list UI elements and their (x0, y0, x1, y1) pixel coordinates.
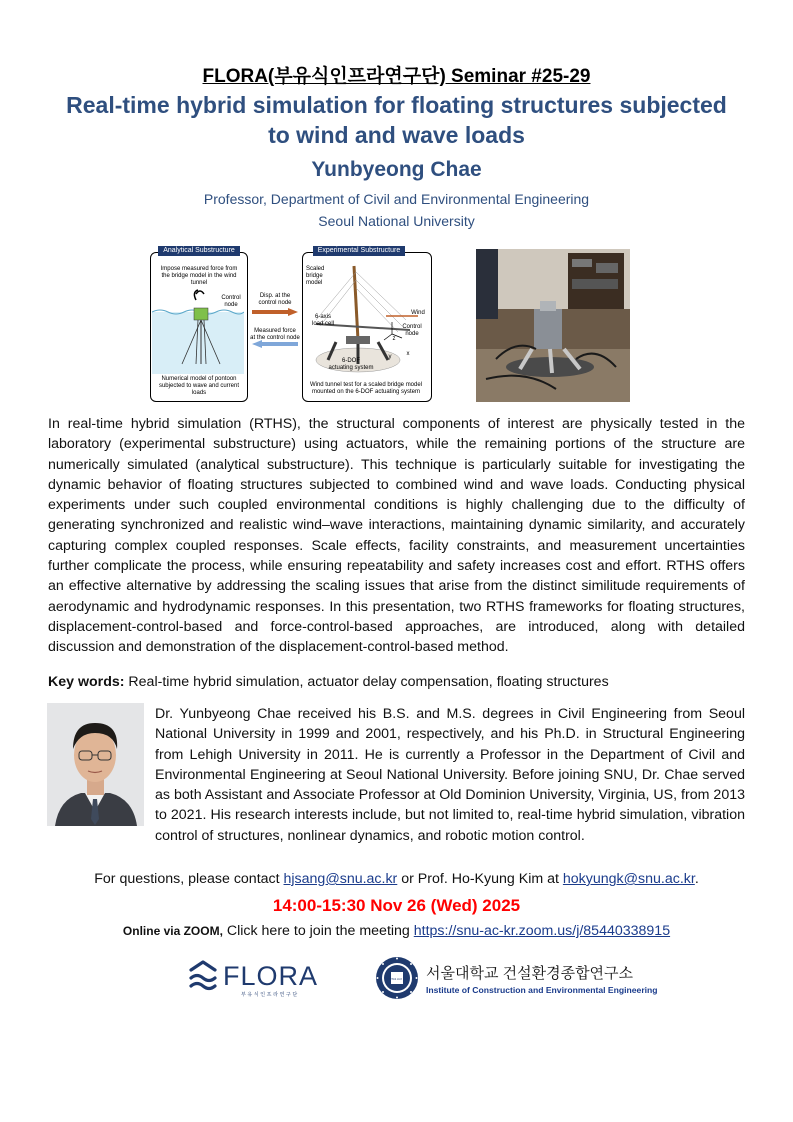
keywords (48, 674, 609, 690)
axis-y-label: y (388, 354, 392, 360)
contact-prefix: For questions, please contact (94, 871, 284, 887)
contact-line (0, 871, 793, 887)
keywords-text: Real-time hybrid simulation, actuator delay compensation, floating structures (124, 674, 609, 690)
numerical-model-text: Numerical model of pontoon subjected to wave and current loads (158, 376, 240, 396)
analytical-title: Analytical Substructure (158, 246, 240, 256)
flora-wave-icon (191, 962, 215, 989)
load-cell-label: 6-axis load cell (311, 314, 334, 327)
snu-seal-text: VERITAS LUX MEA (385, 978, 409, 981)
flora-name: FLORA (223, 961, 319, 991)
force-label: Measured force at the control node (250, 328, 300, 341)
flora-logo (187, 958, 352, 1000)
zoom-meeting-link[interactable]: https://snu-ac-kr.zoom.us/j/85440338915 (413, 923, 671, 939)
snu-institute-name: 서울대학교 건설환경종합연구소 (426, 965, 634, 982)
title-line-1: Real-time hybrid simulation for floating structures subjected (66, 92, 727, 118)
wind-tunnel-caption: Wind tunnel test for a scaled bridge model mounted on the 6-DOF actuating system (309, 382, 423, 395)
control-node-label-2: Control node (402, 324, 422, 337)
axis-x-label: x (406, 351, 410, 357)
snu-institute-subtitle: Institute of Construction and Environmental Engineering (426, 985, 658, 995)
experimental-title: Experimental Substructure (313, 246, 405, 256)
keywords-label: Key words: (48, 674, 125, 690)
scaled-bridge-label: Scaled bridge model (306, 266, 325, 286)
seminar-title (0, 90, 793, 150)
speaker-photo (47, 703, 144, 826)
seminar-datetime: 14:00-15:30 Nov 26 (Wed) 2025 (272, 896, 521, 915)
disp-label: Disp. at the control node (258, 293, 292, 306)
speaker-bio: Dr. Yunbyeong Chae received his B.S. and M.S. degrees in Civil Engineering from Seoul National University in 1999 and 2001, respectively, and his Ph.D. in Structural Engineering from Lehigh University in 2011. He is currently a Professor in the Department of Civil and Environmental Engineering at Seoul National University. Before joining SNU, Dr. Chae served as both Assistant and Associate Professor at Old Dominion University, Virginia, US, from 2013 to 2021. His research interests include, but not limited to, real-time hybrid simulation, vibration control of structures, nonlinear dynamics, and robotic motion control. (155, 706, 745, 844)
abstract-text: In real-time hybrid simulation (RTHS), the structural components of interest are physically tested in the laboratory (experimental substructure) using actuators, while the remaining portions of the structure are numerically simulated (analytical substructure). This technique is particularly suitable for investigating the dynamic behavior of floating structures subjected to combined wind and wave loads. Conducting physical experiments under such coupled environmental conditions is highly challenging due to the difficulty of generating synchronized and realistic wind–wave interactions, maintaining dynamic similarity, and accurately capturing complex coupled responses. Scale effects, facility constraints, and measurement uncertainties further complicate the process, while ensuring repeatability and safety increases cost and effort. RTHS offers an effective alternative by addressing the scaling issues that arise from the distinct similitude requirements of aerodynamic and hydrodynamic responses. In this presentation, two RTHS frameworks for floating structures, displacement-control-based and force-control-based approaches, are introduced, along with detailed discussion and demonstration of the displacement-control-based method. (48, 416, 745, 656)
zoom-label: Online via ZOOM, (122, 924, 223, 938)
email-link-hjsang[interactable]: hjsang@snu.ac.kr (283, 871, 398, 887)
speaker-university: Seoul National University (318, 213, 475, 229)
speaker-affiliation: Professor, Department of Civil and Environmental Engineering (203, 191, 590, 207)
zoom-text: Click here to join the meeting (222, 923, 414, 939)
axis-z-label: z (392, 336, 396, 342)
seminar-series: FLORA(부유식인프라연구단) Seminar #25-29 (202, 66, 591, 87)
wind-label: Wind (411, 310, 425, 316)
contact-suffix: . (694, 871, 699, 887)
zoom-line (0, 923, 793, 939)
rths-diagram (150, 244, 432, 402)
contact-middle: or Prof. Ho-Kyung Kim at (397, 871, 563, 887)
lab-photo (476, 249, 630, 402)
control-node-label: Control node (221, 295, 241, 308)
dof-label: 6-DOF actuating system (328, 358, 374, 371)
flora-subtitle: 부 유 식 인 프 라 연 구 단 (241, 992, 298, 998)
title-line-2: to wind and wave loads (268, 122, 525, 148)
email-link-hokyungk[interactable]: hokyungk@snu.ac.kr (562, 871, 695, 887)
speaker-name: Yunbyeong Chae (311, 158, 482, 181)
impose-text: Impose measured force from the bridge model in the wind tunnel (160, 266, 238, 286)
